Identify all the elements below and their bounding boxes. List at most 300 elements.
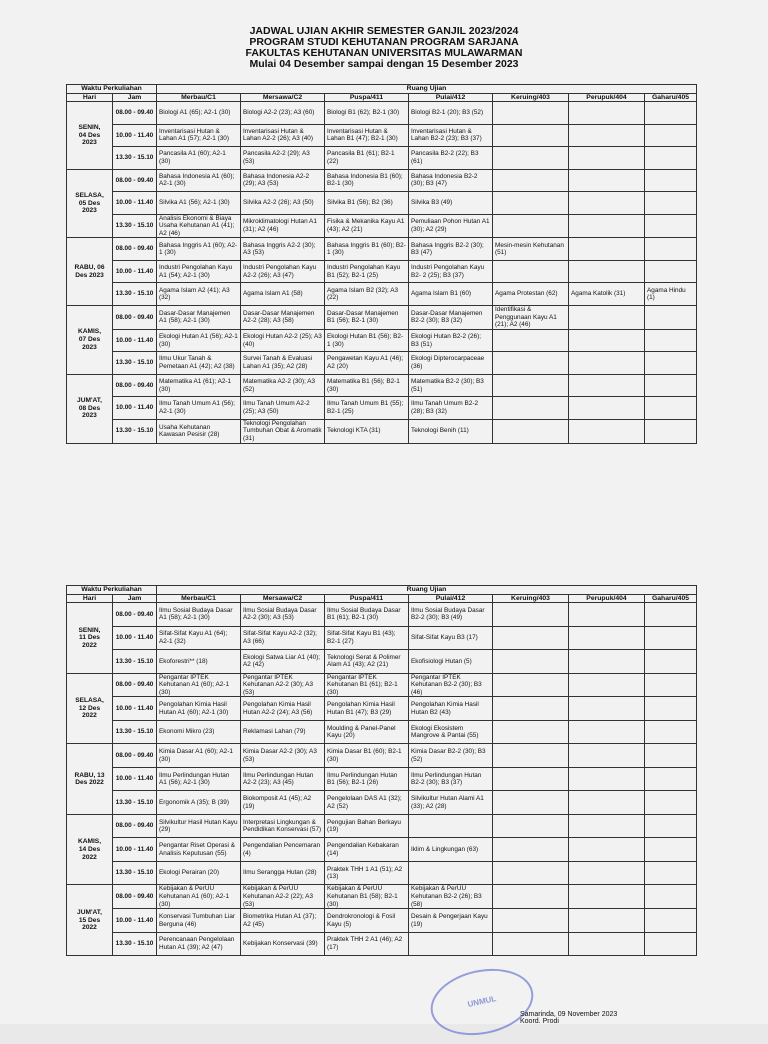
time-cell: 13.30 - 15.10 [113,932,157,956]
exam-cell: Kebijakan & PerUU Kehutanan A1 (60); A2-1 (30) [157,885,241,909]
exam-cell [569,814,645,838]
schedule-row [67,744,697,768]
schedule-row [67,124,697,147]
exam-cell: Matematika B2-2 (30); B3 (51) [409,374,493,397]
schedule-row [67,838,697,862]
exam-cell: Dasar-Dasar Manajemen B2-2 (30); B3 (32) [409,305,493,329]
time-cell: 10.00 - 11.40 [113,838,157,862]
title-line-1: JADWAL UJIAN AKHIR SEMESTER GANJIL 2023/2024 [249,25,519,37]
exam-cell [409,932,493,956]
time-cell: 10.00 - 11.40 [113,909,157,933]
exam-cell [493,861,569,885]
exam-cell: Matematika A1 (61); A2-1 (30) [157,374,241,397]
exam-cell [569,169,645,192]
exam-cell: Ilmu Serangga Hutan (28) [241,861,325,885]
exam-cell: Biometrika Hutan A1 (37); A2 (45) [241,909,325,933]
time-cell: 10.00 - 11.40 [113,767,157,791]
schedule-row [67,397,697,420]
exam-cell: Pengendalian Kebakaran (14) [325,838,409,862]
exam-cell: Pancasila B1 (61); B2-1 (22) [325,147,409,170]
exam-cell [409,814,493,838]
day-cell: KAMIS, 14 Des 2022 [67,814,113,885]
exam-cell: Konservasi Tumbuhan Liar Berguna (46) [157,909,241,933]
exam-cell: Reklamasi Lahan (79) [241,720,325,744]
schedule-row [67,720,697,744]
day-cell: RABU, 06 Des 2023 [67,238,113,306]
exam-cell: Kimia Dasar A1 (60); A2-1 (30) [157,744,241,768]
exam-cell [493,885,569,909]
schedule-row [67,932,697,956]
schedule-row [67,305,697,329]
header-ruang: Ruang Ujian [157,586,697,595]
time-cell: 10.00 - 11.40 [113,124,157,147]
exam-cell [493,673,569,697]
exam-cell: Sifat-Sifat Kayu A1 (64); A2-1 (32) [157,626,241,650]
exam-cell [493,814,569,838]
exam-cell [493,192,569,215]
exam-cell: Ilmu Tanah Umum B1 (55); B2-1 (25) [325,397,409,420]
exam-cell: Analisis Ekonomi & Biaya Usaha Kehutanan A1 (41); A2 (46) [157,214,241,238]
day-cell: JUM'AT, 15 Des 2022 [67,885,113,956]
exam-cell [645,744,697,768]
exam-cell: Biokomposit A1 (45); A2 (19) [241,791,325,815]
title-line-2: PROGRAM STUDI KEHUTANAN PROGRAM SARJANA [249,36,519,48]
schedule-row [67,283,697,306]
exam-cell: Pengantar IPTEK Kehutanan A1 (60); A2-1 (30) [157,673,241,697]
exam-cell: Matematika A2-2 (30); A3 (52) [241,374,325,397]
header-room: Mersawa/C2 [241,93,325,102]
schedule-row [67,374,697,397]
schedule-row [67,791,697,815]
time-cell: 08.00 - 09.40 [113,374,157,397]
exam-cell [493,603,569,627]
exam-cell: Ilmu Sosial Budaya Dasar B2-2 (30); B3 (49) [409,603,493,627]
time-cell: 08.00 - 09.40 [113,744,157,768]
schedule-row [67,192,697,215]
schedule-row [67,626,697,650]
exam-cell: Sifat-Sifat Kayu A2-2 (32); A3 (66) [241,626,325,650]
exam-cell: Ekologi Dipterocarpaceae (36) [409,352,493,375]
time-cell: 13.30 - 15.10 [113,283,157,306]
header-jam: Jam [113,594,157,603]
exam-cell [645,697,697,721]
exam-cell [493,791,569,815]
exam-cell: Mikroklimatologi Hutan A1 (31); A2 (46) [241,214,325,238]
exam-cell: Pengolahan Kimia Hasil Hutan B2 (43) [409,697,493,721]
exam-cell: Ilmu Ukur Tanah & Pemetaan A1 (42); A2 (38) [157,352,241,375]
exam-cell: Matematika B1 (56); B2-1 (30) [325,374,409,397]
exam-cell [493,352,569,375]
exam-cell: Kimia Dasar B2-2 (30); B3 (52) [409,744,493,768]
exam-cell [569,192,645,215]
schedule-row [67,603,697,627]
exam-cell: Mesin-mesin Kehutanan (51) [493,238,569,261]
exam-cell [645,791,697,815]
exam-cell [645,329,697,352]
exam-cell [645,374,697,397]
exam-cell [569,329,645,352]
exam-cell [645,767,697,791]
exam-cell [493,650,569,674]
exam-cell: Silvikultur Hasil Hutan Kayu (29) [157,814,241,838]
exam-cell: Silvikultur Hutan Alami A1 (33); A2 (28) [409,791,493,815]
exam-cell: Bahasa Indonesia A1 (60); A2-1 (30) [157,169,241,192]
exam-cell: Identifikasi & Penggunaan Kayu A1 (21); A2 (46) [493,305,569,329]
exam-cell: Teknologi Pengolahan Tumbuhan Obat & Aromatik (31) [241,419,325,443]
exam-cell: Inventarisasi Hutan & Lahan A2-2 (26); A3 (40) [241,124,325,147]
exam-cell [569,305,645,329]
time-cell: 13.30 - 15.10 [113,861,157,885]
exam-cell: Ilmu Tanah Umum A1 (56); A2-1 (30) [157,397,241,420]
exam-cell [569,626,645,650]
exam-cell: Praktek THH 2 A1 (46); A2 (17) [325,932,409,956]
exam-cell: Pengendalian Pencemaran (4) [241,838,325,862]
exam-cell [493,169,569,192]
exam-cell [493,102,569,125]
exam-cell [493,419,569,443]
signature-block [520,1011,617,1025]
time-cell: 08.00 - 09.40 [113,169,157,192]
exam-cell [645,102,697,125]
schedule-row [67,673,697,697]
exam-cell: Ilmu Perlindungan Hutan A1 (56); A2-1 (30) [157,767,241,791]
time-cell: 08.00 - 09.40 [113,885,157,909]
exam-cell [493,744,569,768]
exam-cell: Industri Pengolahan Kayu B2- 2 (25); B3 (37) [409,260,493,283]
exam-cell [645,397,697,420]
exam-cell [569,744,645,768]
exam-cell: Pengantar Riset Operasi & Analisis Keputusan (55) [157,838,241,862]
exam-cell: Biologi A2-2 (23); A3 (60) [241,102,325,125]
exam-cell: Moulding & Panel-Panel Kayu (20) [325,720,409,744]
header-room: Puspa/411 [325,594,409,603]
exam-cell [645,626,697,650]
exam-cell: Pengolahan Kimia Hasil Hutan B1 (47); B3 (29) [325,697,409,721]
exam-cell [645,909,697,933]
exam-cell: Dasar-Dasar Manajemen A2-2 (28); A3 (58) [241,305,325,329]
schedule-row [67,697,697,721]
exam-cell [645,192,697,215]
day-cell: RABU, 13 Des 2022 [67,744,113,815]
time-cell: 10.00 - 11.40 [113,626,157,650]
exam-cell [493,397,569,420]
exam-cell: Teknologi KTA (31) [325,419,409,443]
header-hari: Hari [67,594,113,603]
exam-cell: Survei Tanah & Evaluasi Lahan A1 (35); A2 (28) [241,352,325,375]
time-cell: 08.00 - 09.40 [113,102,157,125]
exam-cell [645,932,697,956]
exam-cell [569,603,645,627]
exam-cell [493,374,569,397]
exam-cell [569,861,645,885]
exam-cell: Ilmu Sosial Budaya Dasar B1 (61); B2-1 (30) [325,603,409,627]
exam-cell [493,720,569,744]
exam-cell: Ekologi Satwa Liar A1 (40); A2 (42) [241,650,325,674]
header-ruang: Ruang Ujian [157,85,697,94]
exam-cell: Ekoforestri** (18) [157,650,241,674]
header-room: Perupuk/404 [569,93,645,102]
exam-cell: Ekologi Hutan A1 (56); A2-1 (30) [157,329,241,352]
exam-cell: Kebijakan & PerUU Kehutanan B1 (58); B2-1 (30) [325,885,409,909]
exam-cell: Ekologi Hutan A2-2 (25); A3 (40) [241,329,325,352]
time-cell: 13.30 - 15.10 [113,214,157,238]
header-waktu: Waktu Perkuliahan [67,85,157,94]
exam-cell: Ilmu Tanah Umum B2-2 (28); B3 (32) [409,397,493,420]
exam-cell: Silvika A1 (56); A2-1 (30) [157,192,241,215]
exam-cell: Dasar-Dasar Manajemen B1 (56); B2-1 (30) [325,305,409,329]
exam-cell [569,102,645,125]
exam-cell [569,885,645,909]
exam-cell [645,861,697,885]
exam-cell [645,885,697,909]
exam-cell [493,214,569,238]
exam-cell [569,352,645,375]
exam-cell: Agama Islam A2 (41); A3 (32) [157,283,241,306]
exam-cell [645,214,697,238]
exam-cell: Ilmu Sosial Budaya Dasar A2-2 (30); A3 (53) [241,603,325,627]
time-cell: 10.00 - 11.40 [113,397,157,420]
exam-cell: Teknologi Serat & Polimer Alam A1 (43); A2 (21) [325,650,409,674]
schedule-row [67,260,697,283]
exam-cell: Kimia Dasar B1 (60); B2-1 (30) [325,744,409,768]
exam-cell: Industri Pengolahan Kayu A2-2 (26); A3 (47) [241,260,325,283]
exam-cell [569,147,645,170]
exam-cell [645,814,697,838]
exam-cell [493,909,569,933]
exam-cell [493,147,569,170]
schedule-table-week2 [66,585,697,956]
header-waktu: Waktu Perkuliahan [67,586,157,595]
exam-cell: Pancasila A2-2 (29); A3 (53) [241,147,325,170]
exam-cell [569,238,645,261]
exam-cell [569,791,645,815]
exam-cell [645,419,697,443]
exam-cell [569,720,645,744]
day-cell: KAMIS, 07 Des 2023 [67,305,113,374]
exam-cell: Pancasila B2-2 (22); B3 (61) [409,147,493,170]
exam-cell: Sifat-Sifat Kayu B1 (43); B2-1 (27) [325,626,409,650]
exam-cell: Agama Katolik (31) [569,283,645,306]
exam-cell: Ekologi Hutan B1 (56); B2-1 (30) [325,329,409,352]
exam-cell: Pengelolaan DAS A1 (32); A2 (52) [325,791,409,815]
time-cell: 08.00 - 09.40 [113,305,157,329]
exam-cell [645,673,697,697]
exam-cell [569,397,645,420]
time-cell: 13.30 - 15.10 [113,650,157,674]
document-title [0,26,768,70]
exam-cell [569,374,645,397]
exam-cell [645,603,697,627]
time-cell: 08.00 - 09.40 [113,238,157,261]
exam-cell: Silvika B3 (49) [409,192,493,215]
exam-cell: Biologi A1 (65); A2-1 (30) [157,102,241,125]
exam-cell: Ekologi Perairan (20) [157,861,241,885]
header-jam: Jam [113,93,157,102]
schedule-row [67,169,697,192]
exam-cell [569,260,645,283]
title-line-3: FAKULTAS KEHUTANAN UNIVERSITAS MULAWARMAN [245,47,523,59]
exam-cell: Ilmu Perlindungan Hutan A2-2 (23); A3 (45) [241,767,325,791]
exam-cell [493,260,569,283]
exam-cell: Ekonomi Mikro (23) [157,720,241,744]
exam-cell: Agama Islam B2 (32); A3 (22) [325,283,409,306]
schedule-row [67,650,697,674]
exam-cell: Biologi B2-1 (20); B3 (52) [409,102,493,125]
exam-cell: Dasar-Dasar Manajemen A1 (58); A2-1 (30) [157,305,241,329]
header-room: Gaharu/405 [645,93,697,102]
header-room: Pulai/412 [409,594,493,603]
exam-cell: Bahasa Indonesia A2-2 (29); A3 (53) [241,169,325,192]
official-stamp: UNMUL [424,960,539,1044]
time-cell: 10.00 - 11.40 [113,329,157,352]
exam-cell: Bahasa Inggris B1 (60); B2-1 (30) [325,238,409,261]
exam-cell [493,697,569,721]
exam-cell: Usaha Kehutanan Kawasan Pesisir (28) [157,419,241,443]
header-room: Merbau/C1 [157,594,241,603]
schedule-row [67,329,697,352]
day-cell: JUM'AT, 08 Des 2023 [67,374,113,443]
exam-cell [569,909,645,933]
exam-cell: Fisika & Mekanika Kayu A1 (43); A2 (21) [325,214,409,238]
exam-cell [569,767,645,791]
header-room: Puspa/411 [325,93,409,102]
title-line-4: Mulai 04 Desember sampai dengan 15 Desember 2023 [249,58,519,70]
exam-cell: Ekofisiologi Hutan (5) [409,650,493,674]
day-cell: SENIN, 04 Des 2023 [67,102,113,170]
exam-cell: Industri Pengolahan Kayu B1 (52); B2-1 (25) [325,260,409,283]
exam-cell [645,260,697,283]
exam-cell: Silvika B1 (56); B2 (36) [325,192,409,215]
exam-cell [493,838,569,862]
exam-cell: Pengolahan Kimia Hasil Hutan A2-2 (24); A3 (56) [241,697,325,721]
exam-cell: Pengantar IPTEK Kehutanan A2-2 (30); A3 (53) [241,673,325,697]
exam-cell: Bahasa Inggris A2-2 (30); A3 (53) [241,238,325,261]
exam-cell: Praktek THH 1 A1 (51); A2 (13) [325,861,409,885]
header-room: Keruing/403 [493,93,569,102]
exam-cell: Teknologi Benih (11) [409,419,493,443]
time-cell: 08.00 - 09.40 [113,603,157,627]
exam-cell: Ilmu Perlindungan Hutan B2-2 (30); B3 (37) [409,767,493,791]
time-cell: 13.30 - 15.10 [113,720,157,744]
time-cell: 08.00 - 09.40 [113,814,157,838]
exam-cell: Interpretasi Lingkungan & Pendidikan Konservasi (57) [241,814,325,838]
exam-cell [645,147,697,170]
exam-cell [569,673,645,697]
schedule-row [67,238,697,261]
header-room: Keruing/403 [493,594,569,603]
header-room: Gaharu/405 [645,594,697,603]
exam-cell: Inventarisasi Hutan & Lahan A1 (57); A2-1 (30) [157,124,241,147]
schedule-row [67,767,697,791]
time-cell: 13.30 - 15.10 [113,419,157,443]
exam-cell: Bahasa Inggris A1 (60); A2-1 (30) [157,238,241,261]
exam-cell: Pengantar IPTEK Kehutanan B2-2 (30); B3 (46) [409,673,493,697]
exam-cell: Ergonomik A (35); B (39) [157,791,241,815]
exam-cell [569,650,645,674]
day-cell: SELASA, 05 Des 2023 [67,169,113,238]
time-cell: 10.00 - 11.40 [113,697,157,721]
exam-cell [493,932,569,956]
exam-cell [645,169,697,192]
exam-cell [569,838,645,862]
exam-cell: Pengujian Bahan Berkayu (19) [325,814,409,838]
exam-cell [493,626,569,650]
exam-cell: Biologi B1 (62); B2-1 (30) [325,102,409,125]
exam-cell: Agama Protestan (62) [493,283,569,306]
exam-cell: Pancasila A1 (60); A2-1 (30) [157,147,241,170]
exam-cell: Bahasa Indonesia B2-2 (30); B3 (47) [409,169,493,192]
exam-cell: Ilmu Tanah Umum A2-2 (25); A3 (50) [241,397,325,420]
schedule-row [67,147,697,170]
exam-cell: Silvika A2-2 (26); A3 (50) [241,192,325,215]
schedule-row [67,102,697,125]
exam-cell [493,124,569,147]
schedule-row [67,352,697,375]
exam-cell: Kebijakan Konservasi (39) [241,932,325,956]
schedule-row [67,419,697,443]
exam-cell [569,124,645,147]
day-cell: SENIN, 11 Des 2022 [67,603,113,674]
exam-cell: Bahasa Inggris B2-2 (30); B3 (47) [409,238,493,261]
exam-cell: Agama Islam A1 (58) [241,283,325,306]
exam-cell: Inventarisasi Hutan & Lahan B1 (47); B2-1 (30) [325,124,409,147]
exam-cell [569,214,645,238]
exam-cell [645,720,697,744]
exam-cell: Inventarisasi Hutan & Lahan B2-2 (23); B3 (37) [409,124,493,147]
exam-cell: Kebijakan & PerUU Kehutanan A2-2 (22); A3 (53) [241,885,325,909]
exam-cell [409,861,493,885]
exam-cell: Pengolahan Kimia Hasil Hutan A1 (60); A2-1 (30) [157,697,241,721]
time-cell: 10.00 - 11.40 [113,192,157,215]
time-cell: 08.00 - 09.40 [113,673,157,697]
exam-cell: Pengantar IPTEK Kehutanan B1 (61); B2-1 (30) [325,673,409,697]
exam-cell [569,697,645,721]
signature-place-date: Samarinda, 09 November 2023 [520,1011,618,1018]
exam-cell: Dendrokronologi & Fosil Kayu (5) [325,909,409,933]
exam-cell: Desain & Pengerjaan Kayu (19) [409,909,493,933]
schedule-row [67,861,697,885]
exam-cell: Agama Islam B1 (60) [409,283,493,306]
schedule-row [67,814,697,838]
exam-cell: Kebijakan & PerUU Kehutanan B2-2 (26); B3 (58) [409,885,493,909]
exam-cell: Industri Pengolahan Kayu A1 (54); A2-1 (30) [157,260,241,283]
header-room: Perupuk/404 [569,594,645,603]
time-cell: 13.30 - 15.10 [113,791,157,815]
header-hari: Hari [67,93,113,102]
exam-cell [645,352,697,375]
header-room: Pulai/412 [409,93,493,102]
exam-cell [645,650,697,674]
schedule-row [67,214,697,238]
schedule-row [67,909,697,933]
exam-cell [569,932,645,956]
exam-cell: Ilmu Sosial Budaya Dasar A1 (58); A2-1 (30) [157,603,241,627]
exam-cell: Pengawetan Kayu A1 (46); A2 (20) [325,352,409,375]
signature-role: Koord. Prodi [520,1018,559,1025]
exam-cell: Ekologi Hutan B2-2 (26); B3 (51) [409,329,493,352]
exam-cell [645,838,697,862]
time-cell: 13.30 - 15.10 [113,147,157,170]
exam-cell [569,419,645,443]
exam-cell [645,124,697,147]
time-cell: 13.30 - 15.10 [113,352,157,375]
schedule-row [67,885,697,909]
exam-cell: Pemuliaan Pohon Hutan A1 (30); A2 (29) [409,214,493,238]
exam-cell: Iklim & Lingkungan (63) [409,838,493,862]
exam-cell: Bahasa Indonesia B1 (60); B2-1 (30) [325,169,409,192]
exam-cell: Ekologi Ekosistem Mangrove & Pantai (55) [409,720,493,744]
exam-cell [493,329,569,352]
